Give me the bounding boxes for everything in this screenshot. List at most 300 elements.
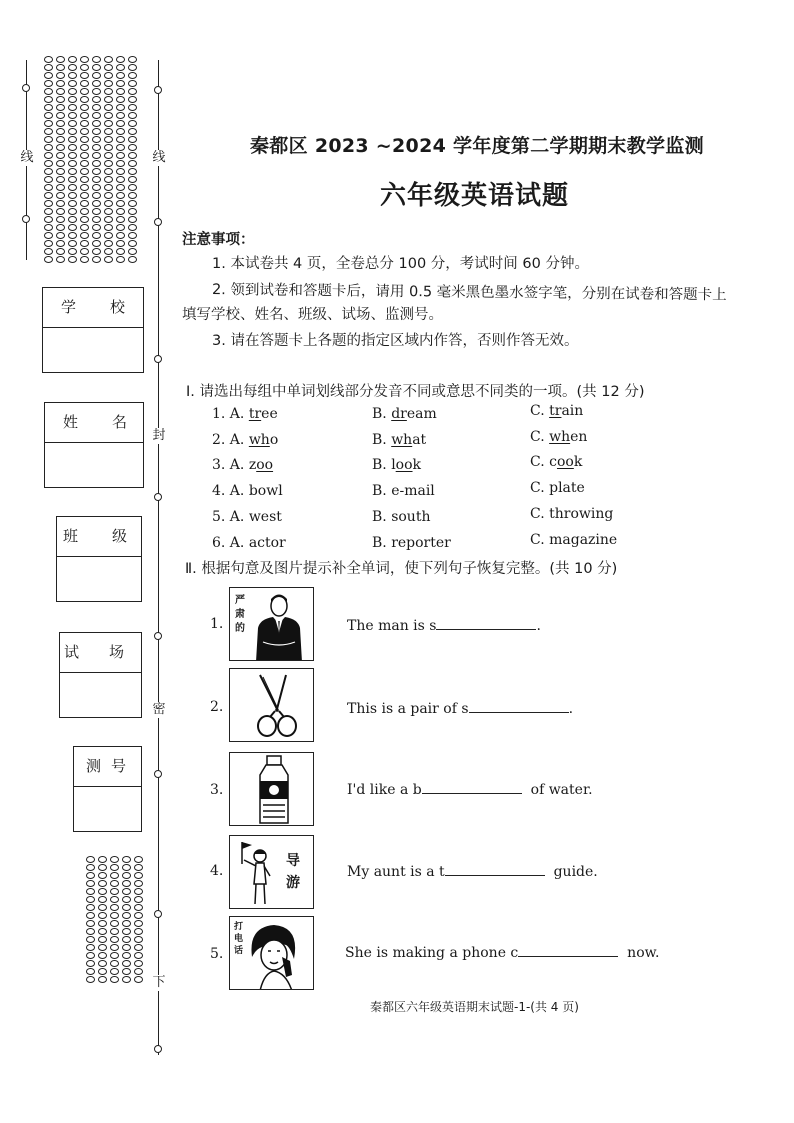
option-6-a: 6. A. actor: [212, 535, 286, 551]
perforation-dot: [104, 200, 113, 207]
perforation-dot: [122, 888, 131, 895]
perforation-dot: [134, 872, 143, 879]
perforation-dot: [80, 96, 89, 103]
perforation-dot: [122, 944, 131, 951]
perforation-dot: [86, 888, 95, 895]
sentence-before: This is a pair of s: [347, 701, 469, 717]
perforation-dot: [98, 960, 107, 967]
perforation-dot: [98, 952, 107, 959]
perforation-dot: [116, 224, 125, 231]
perforation-dot: [128, 112, 137, 119]
perforation-dot: [110, 976, 119, 983]
perforation-dot: [92, 168, 101, 175]
perforation-dot: [110, 888, 119, 895]
perforation-dot: [116, 240, 125, 247]
perforation-dot: [122, 856, 131, 863]
perforation-dot: [122, 912, 131, 919]
perforation-dot: [128, 144, 137, 151]
answer-blank[interactable]: [445, 862, 545, 876]
notice-item-2: 2. 领到试卷和答题卡后，请用 0.5 毫米黑色墨水签字笔，分别在试卷和答题卡上: [211, 282, 727, 304]
perforation-dots-bottom: [86, 856, 143, 983]
option-6-c: C. magazine: [530, 532, 618, 548]
question-sentence: [345, 943, 659, 961]
perforation-dot: [56, 128, 65, 135]
perforation-dot: [44, 248, 53, 255]
perforation-dot: [68, 120, 77, 127]
perforation-dot: [98, 976, 107, 983]
section-2-heading: Ⅱ. 根据句意及图片提示补全单词，使下列句子恢复完整。(共 10 分): [185, 561, 618, 577]
perforation-dot: [86, 864, 95, 871]
perforation-dot: [110, 896, 119, 903]
perforation-dot: [128, 256, 137, 263]
perforation-dot: [116, 88, 125, 95]
perforation-dot: [104, 216, 113, 223]
perforation-dot: [44, 200, 53, 207]
sentence-before: My aunt is a t: [347, 864, 445, 880]
ring-marker: [154, 493, 162, 501]
perforation-dot: [44, 232, 53, 239]
class-field[interactable]: [56, 516, 162, 602]
perforation-dot: [86, 856, 95, 863]
perforation-dot: [44, 96, 53, 103]
perforation-dot: [116, 184, 125, 191]
sentence-after: now.: [627, 945, 660, 961]
perforation-dot: [80, 232, 89, 239]
perforation-dot: [86, 976, 95, 983]
sentence-after: .: [568, 701, 574, 717]
perforation-dot: [104, 176, 113, 183]
perforation-dot: [44, 144, 53, 151]
perforation-dot: [110, 864, 119, 871]
perforation-dot: [98, 872, 107, 879]
perforation-dot: [86, 896, 95, 903]
perforation-dot: [56, 184, 65, 191]
perforation-dot: [56, 56, 65, 63]
perforation-dot: [92, 128, 101, 135]
question-sentence: [347, 780, 593, 798]
question-sentence: [347, 699, 573, 717]
option-4-a: 4. A. bowl: [212, 483, 283, 499]
question-number: 1.: [210, 616, 224, 632]
perforation-dots-top: [44, 56, 137, 263]
perforation-dot: [128, 184, 137, 191]
perforation-dot: [104, 128, 113, 135]
perforation-dot: [134, 920, 143, 927]
question-sentence: [347, 616, 541, 634]
perforation-dot: [104, 88, 113, 95]
perforation-dot: [134, 960, 143, 967]
perforation-dot: [56, 72, 65, 79]
perforation-dot: [128, 224, 137, 231]
perforation-dot: [44, 64, 53, 71]
perforation-dot: [92, 208, 101, 215]
perforation-dot: [116, 208, 125, 215]
perforation-dot: [110, 944, 119, 951]
perforation-dot: [128, 176, 137, 183]
perforation-dot: [116, 256, 125, 263]
perforation-dot: [68, 144, 77, 151]
perforation-dot: [44, 192, 53, 199]
option-5-b: B. south: [372, 509, 431, 525]
perforation-dot: [92, 232, 101, 239]
option-1-b: B. dream: [372, 406, 437, 422]
option-3-c: C. cook: [530, 454, 583, 470]
perforation-dot: [80, 72, 89, 79]
ring-marker: [154, 770, 162, 778]
perforation-dot: [110, 968, 119, 975]
perforation-dot: [98, 864, 107, 871]
left-line-label: 线: [20, 150, 34, 165]
perforation-dot: [86, 936, 95, 943]
perforation-dot: [110, 912, 119, 919]
perforation-dot: [80, 120, 89, 127]
perforation-dot: [122, 976, 131, 983]
perforation-dot: [56, 152, 65, 159]
perforation-dot: [44, 152, 53, 159]
perforation-dot: [104, 256, 113, 263]
perforation-dot: [80, 56, 89, 63]
question-number: 4.: [210, 863, 224, 879]
perforation-dot: [134, 976, 143, 983]
test-number-field[interactable]: [73, 746, 142, 832]
sentence-before: She is making a phone c: [345, 945, 519, 961]
perforation-dot: [68, 80, 77, 87]
perforation-dot: [128, 128, 137, 135]
perforation-dot: [104, 168, 113, 175]
perforation-dot: [116, 176, 125, 183]
exam-room-field[interactable]: [59, 632, 155, 718]
perforation-dot: [116, 200, 125, 207]
perforation-dot: [80, 136, 89, 143]
perforation-dot: [44, 176, 53, 183]
perforation-dot: [104, 232, 113, 239]
perforation-dot: [116, 216, 125, 223]
perforation-dot: [134, 888, 143, 895]
perforation-dot: [92, 64, 101, 71]
test-number-label: 测号: [74, 747, 141, 787]
perforation-dot: [44, 256, 53, 263]
perforation-dot: [80, 184, 89, 191]
water-bottle-picture: [229, 752, 314, 826]
question-sentence: [347, 862, 598, 880]
perforation-dot: [128, 96, 137, 103]
perforation-dot: [92, 96, 101, 103]
perforation-dot: [44, 208, 53, 215]
perforation-dot: [56, 104, 65, 111]
perforation-dot: [44, 136, 53, 143]
perforation-dot: [56, 88, 65, 95]
perforation-dot: [122, 904, 131, 911]
perforation-dot: [86, 968, 95, 975]
perforation-dot: [92, 136, 101, 143]
right-cut-line: [158, 60, 159, 1055]
perforation-dot: [116, 104, 125, 111]
perforation-dot: [128, 232, 137, 239]
perforation-dot: [80, 128, 89, 135]
perforation-dot: [98, 936, 107, 943]
perforation-dot: [80, 104, 89, 111]
answer-blank[interactable]: [518, 943, 618, 957]
perforation-dot: [56, 160, 65, 167]
perforation-dot: [86, 920, 95, 927]
ring-marker: [22, 84, 30, 92]
perforation-dot: [86, 904, 95, 911]
perforation-dot: [80, 192, 89, 199]
perforation-dot: [122, 928, 131, 935]
perforation-dot: [122, 864, 131, 871]
school-label: 学校: [43, 288, 143, 328]
perforation-dot: [122, 920, 131, 927]
class-label: 班级: [57, 517, 141, 557]
option-1-c: C. train: [530, 403, 584, 419]
perforation-dot: [86, 912, 95, 919]
perforation-dot: [68, 96, 77, 103]
sentence-before: I'd like a b: [347, 782, 422, 798]
option-6-b: B. reporter: [372, 535, 451, 551]
perforation-dot: [80, 208, 89, 215]
ring-marker: [22, 215, 30, 223]
perforation-dot: [92, 176, 101, 183]
perforation-dot: [92, 80, 101, 87]
perforation-dot: [86, 928, 95, 935]
perforation-dot: [56, 224, 65, 231]
picture-hint-phone-call: 打电话: [234, 922, 244, 956]
perforation-dot: [92, 112, 101, 119]
perforation-dot: [110, 880, 119, 887]
perforation-dot: [44, 184, 53, 191]
perforation-dot: [44, 88, 53, 95]
perforation-dot: [116, 80, 125, 87]
perforation-dot: [110, 936, 119, 943]
perforation-dot: [80, 152, 89, 159]
perforation-dot: [116, 64, 125, 71]
perforation-dot: [98, 920, 107, 927]
perforation-dot: [134, 864, 143, 871]
perforation-dot: [110, 952, 119, 959]
answer-blank[interactable]: [436, 616, 536, 630]
perforation-dot: [134, 904, 143, 911]
perforation-dot: [134, 912, 143, 919]
perforation-dot: [104, 56, 113, 63]
perforation-dot: [92, 248, 101, 255]
perforation-dot: [56, 192, 65, 199]
notice-heading: 注意事项：: [182, 232, 255, 248]
perforation-dot: [98, 928, 107, 935]
right-line-label-mi: 密: [152, 702, 166, 717]
perforation-dot: [110, 904, 119, 911]
perforation-dot: [86, 872, 95, 879]
perforation-dot: [134, 936, 143, 943]
perforation-dot: [134, 896, 143, 903]
serious-man-picture: [229, 587, 314, 661]
perforation-dot: [104, 224, 113, 231]
perforation-dot: [56, 96, 65, 103]
answer-blank[interactable]: [469, 699, 569, 713]
perforation-dot: [128, 168, 137, 175]
perforation-dot: [116, 136, 125, 143]
perforation-dot: [68, 184, 77, 191]
perforation-dot: [92, 224, 101, 231]
name-label: 姓名: [45, 403, 143, 443]
option-4-c: C. plate: [530, 480, 585, 496]
perforation-dot: [68, 176, 77, 183]
perforation-dot: [128, 240, 137, 247]
perforation-dot: [104, 64, 113, 71]
sentence-after: .: [536, 618, 541, 634]
perforation-dot: [44, 216, 53, 223]
perforation-dot: [116, 112, 125, 119]
perforation-dot: [68, 208, 77, 215]
perforation-dot: [110, 928, 119, 935]
perforation-dot: [116, 56, 125, 63]
option-2-b: B. what: [372, 432, 427, 448]
perforation-dot: [98, 944, 107, 951]
perforation-dot: [116, 152, 125, 159]
perforation-dot: [80, 112, 89, 119]
name-field[interactable]: [44, 402, 162, 488]
perforation-dot: [92, 256, 101, 263]
perforation-dot: [122, 872, 131, 879]
perforation-dot: [68, 160, 77, 167]
perforation-dot: [80, 64, 89, 71]
perforation-dot: [104, 104, 113, 111]
perforation-dot: [98, 904, 107, 911]
perforation-dot: [56, 168, 65, 175]
perforation-dot: [104, 240, 113, 247]
perforation-dot: [56, 112, 65, 119]
perforation-dot: [98, 912, 107, 919]
perforation-dot: [134, 952, 143, 959]
perforation-dot: [56, 176, 65, 183]
perforation-dot: [116, 248, 125, 255]
perforation-dot: [98, 968, 107, 975]
perforation-dot: [104, 120, 113, 127]
perforation-dot: [134, 856, 143, 863]
option-5-c: C. throwing: [530, 506, 614, 522]
perforation-dot: [68, 112, 77, 119]
perforation-dot: [128, 88, 137, 95]
perforation-dot: [68, 72, 77, 79]
perforation-dot: [98, 896, 107, 903]
perforation-dot: [104, 208, 113, 215]
exam-subtitle: 六年级英语试题: [380, 181, 570, 211]
perforation-dot: [104, 80, 113, 87]
perforation-dot: [80, 80, 89, 87]
perforation-dot: [128, 56, 137, 63]
phone-call-picture: [229, 916, 314, 990]
perforation-dot: [56, 240, 65, 247]
perforation-dot: [56, 256, 65, 263]
perforation-dot: [44, 128, 53, 135]
perforation-dot: [128, 152, 137, 159]
perforation-dot: [104, 96, 113, 103]
perforation-dot: [44, 120, 53, 127]
perforation-dot: [134, 928, 143, 935]
perforation-dot: [44, 112, 53, 119]
page-footer: 秦都区六年级英语期末试题-1-(共 4 页): [370, 1000, 579, 1014]
sentence-before: The man is s: [347, 618, 437, 634]
perforation-dot: [44, 80, 53, 87]
perforation-dot: [128, 208, 137, 215]
perforation-dot: [92, 160, 101, 167]
perforation-dot: [128, 248, 137, 255]
perforation-dot: [68, 88, 77, 95]
perforation-dot: [86, 944, 95, 951]
perforation-dot: [80, 216, 89, 223]
perforation-dot: [98, 856, 107, 863]
option-5-a: 5. A. west: [212, 509, 282, 525]
perforation-dot: [80, 168, 89, 175]
perforation-dot: [92, 240, 101, 247]
perforation-dot: [110, 856, 119, 863]
perforation-dot: [104, 184, 113, 191]
notice-item-1: 1. 本试卷共 4 页，全卷总分 100 分，考试时间 60 分钟。: [212, 256, 589, 272]
answer-blank[interactable]: [422, 780, 522, 794]
perforation-dot: [128, 216, 137, 223]
perforation-dot: [116, 72, 125, 79]
perforation-dot: [68, 168, 77, 175]
perforation-dot: [86, 952, 95, 959]
perforation-dot: [92, 184, 101, 191]
perforation-dot: [44, 224, 53, 231]
perforation-dot: [116, 120, 125, 127]
right-line-label-xia: 下: [152, 975, 166, 990]
section-1-heading: Ⅰ. 请选出每组中单词划线部分发音不同或意思不同类的一项。(共 12 分): [186, 384, 645, 400]
perforation-dot: [122, 880, 131, 887]
ring-marker: [154, 632, 162, 640]
perforation-dot: [68, 232, 77, 239]
perforation-dot: [92, 120, 101, 127]
perforation-dot: [134, 880, 143, 887]
exam-room-label: 试场: [60, 633, 141, 673]
perforation-dot: [80, 248, 89, 255]
notice-item-3: 3. 请在答题卡上各题的指定区域内作答，否则作答无效。: [212, 333, 579, 349]
sentence-after: of water.: [530, 782, 593, 798]
exam-title: 秦都区 2023 ~2024 学年度第二学期期末教学监测: [250, 135, 704, 157]
perforation-dot: [56, 200, 65, 207]
perforation-dot: [104, 144, 113, 151]
perforation-dot: [104, 112, 113, 119]
perforation-dot: [122, 952, 131, 959]
ring-marker: [154, 1045, 162, 1053]
perforation-dot: [104, 160, 113, 167]
perforation-dot: [116, 192, 125, 199]
perforation-dot: [56, 232, 65, 239]
question-number: 2.: [210, 699, 224, 715]
perforation-dot: [98, 880, 107, 887]
question-number: 5.: [210, 946, 224, 962]
perforation-dot: [104, 152, 113, 159]
ring-marker: [154, 86, 162, 94]
school-field[interactable]: [42, 287, 160, 373]
perforation-dot: [86, 960, 95, 967]
perforation-dot: [92, 56, 101, 63]
perforation-dot: [68, 256, 77, 263]
perforation-dot: [122, 896, 131, 903]
option-3-b: B. look: [372, 457, 422, 473]
perforation-dot: [80, 88, 89, 95]
perforation-dot: [92, 200, 101, 207]
perforation-dot: [122, 960, 131, 967]
perforation-dot: [56, 120, 65, 127]
perforation-dot: [56, 136, 65, 143]
perforation-dot: [56, 80, 65, 87]
perforation-dot: [128, 64, 137, 71]
perforation-dot: [110, 872, 119, 879]
perforation-dot: [104, 248, 113, 255]
perforation-dot: [116, 160, 125, 167]
perforation-dot: [68, 248, 77, 255]
